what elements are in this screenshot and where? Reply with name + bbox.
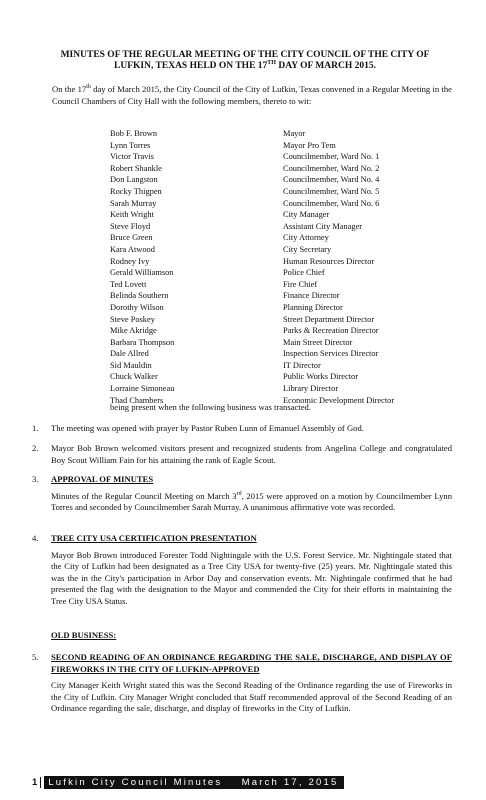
intro-paragraph: On the 17th day of March 2015, the City Council of the City of Lufkin, Texas convened in a Regular Meeting in the Council Chambers of City Hall with the following members, thereto to wit:	[52, 84, 452, 106]
roster-row	[110, 186, 440, 198]
member-role: Finance Director	[283, 291, 340, 301]
page-footer	[32, 775, 344, 790]
roster-row	[110, 256, 440, 268]
roster-row	[110, 302, 440, 314]
member-role: Parks & Recreation Director	[283, 326, 379, 336]
member-role: Fire Chief	[283, 279, 318, 289]
member-role: Police Chief	[283, 268, 325, 278]
member-role: Inspection Services Director	[283, 349, 379, 359]
member-name: Lorraine Simoneau	[110, 384, 175, 394]
roster-row	[110, 209, 440, 221]
roster-row	[110, 314, 440, 326]
section-heading: SECOND READING OF AN ORDINANCE REGARDING THE SALE, DISCHARGE, AND DISPLAY OF FIREWORKS IN THE CITY OF LUFKIN-APPROVED	[51, 652, 452, 674]
roster-row	[110, 383, 440, 395]
roster-row	[110, 140, 440, 152]
agenda-item-3-approval-of-minutes	[32, 474, 452, 514]
old-business-heading: OLD BUSINESS:	[51, 630, 117, 640]
member-name: Steve Floyd	[110, 221, 151, 231]
member-role: Main Street Director	[283, 337, 353, 347]
roster-row	[110, 337, 440, 349]
member-name: Ted Lovett	[110, 279, 147, 289]
member-role: Councilmember, Ward No. 1	[283, 152, 380, 162]
member-role: Mayor	[283, 129, 306, 138]
agenda-item-5-fireworks	[32, 652, 452, 715]
member-role: Street Department Director	[283, 314, 375, 324]
member-role: IT Director	[283, 360, 321, 370]
title-line-1: MINUTES OF THE REGULAR MEETING OF THE CITY COUNCIL OF THE CITY OF	[60, 50, 430, 60]
member-role: Planning Director	[283, 302, 343, 312]
member-name: Dale Allred	[110, 349, 149, 359]
member-role: Human Resources Director	[283, 256, 375, 266]
minutes-title	[40, 50, 450, 72]
member-name: Bruce Green	[110, 233, 153, 243]
page-number: 1	[32, 777, 41, 788]
item-number: 3.	[32, 474, 39, 484]
item-number: 1.	[32, 423, 39, 433]
agenda-item-4-tree-city	[32, 533, 452, 608]
member-role: City Attorney	[283, 233, 329, 243]
title-line-2: LUFKIN, TEXAS HELD ON THE 17TH DAY OF MARCH 2015.	[114, 59, 376, 71]
roster-row	[110, 163, 440, 175]
member-role: Public Works Director	[283, 372, 358, 382]
member-role: Councilmember, Ward No. 4	[283, 175, 380, 185]
item-number: 4.	[32, 533, 39, 543]
present-statement: being present when the following business was transacted.	[110, 402, 311, 412]
member-name: Rodney Ivy	[110, 256, 150, 266]
roster-row	[110, 232, 440, 244]
roster-row	[110, 348, 440, 360]
member-name: Steve Poskey	[110, 314, 155, 324]
roster-row	[110, 290, 440, 302]
roster-row	[110, 279, 440, 291]
section-heading: APPROVAL OF MINUTES	[51, 474, 154, 484]
attendance-roster	[110, 128, 440, 406]
member-name: Thad Chambers	[110, 395, 164, 405]
roster-row	[110, 151, 440, 163]
member-name: Sarah Murray	[110, 198, 157, 208]
agenda-item-1	[32, 423, 452, 435]
roster-row	[110, 221, 440, 233]
member-name: Kara Atwood	[110, 244, 155, 254]
member-name: Robert Shankle	[110, 163, 162, 173]
member-role: Economic Development Director	[283, 395, 395, 405]
member-name: Chuck Walker	[110, 372, 158, 382]
section-body: Mayor Bob Brown introduced Forester Todd Nightingale with the U.S. Forest Service. Mr. Nightingale stated that the City of Lufkin had been designated as a Tree City USA for twenty-five (25) years. Mr. Nightingale stated this was the in the City's participation in Arbor Day and conservation events. Mr. Nightingale confirmed that he had presented the flag with the designation to the Mayor and commended the City for their efforts in maintaining the Tree City USA Status.	[51, 549, 452, 606]
member-role: Councilmember, Ward No. 6	[283, 198, 380, 208]
member-name: Bob F. Brown	[110, 129, 158, 138]
member-name: Barbara Thompson	[110, 337, 175, 347]
member-name: Dorothy Wilson	[110, 302, 164, 312]
item-text: The meeting was opened with prayer by Pastor Ruben Lunn of Emanuel Assembly of God.	[51, 423, 364, 433]
roster-row	[110, 325, 440, 337]
member-role: Assistant City Manager	[283, 221, 363, 231]
member-role: Councilmember, Ward No. 5	[283, 186, 380, 196]
section-body: City Manager Keith Wright stated this was the Second Reading of the Ordinance regarding the use of Fireworks in the City of Lufkin. City Manager Wright concluded that Staff recommended approval of the Second Reading of an Ordinance regarding the sale, discharge, and display of fireworks in the City of Lufkin.	[51, 680, 452, 714]
roster-row	[110, 244, 440, 256]
member-name: Sid Mauldin	[110, 360, 152, 370]
roster-row	[110, 371, 440, 383]
member-role: Library Director	[283, 384, 339, 394]
member-name: Belinda Southern	[110, 291, 169, 301]
member-name: Lynn Torres	[110, 140, 151, 150]
member-role: City Secretary	[283, 244, 332, 254]
member-name: Mike Akridge	[110, 326, 157, 336]
roster-row	[110, 174, 440, 186]
member-role: Mayor Pro Tem	[283, 140, 336, 150]
member-name: Victor Travis	[110, 152, 154, 162]
member-role: Councilmember, Ward No. 2	[283, 163, 380, 173]
footer-label: Lufkin City Council Minutes March 17, 2015	[44, 776, 344, 789]
roster-row	[110, 128, 440, 140]
member-name: Gerald Williamson	[110, 268, 174, 278]
section-body: Minutes of the Regular Council Meeting on March 3rd, 2015 were approved on a motion by Councilmember Lynn Torres and seconded by Councilmember Sarah Murray. A unanimous affirmative vote was recorded.	[51, 490, 453, 513]
agenda-item-2	[32, 443, 452, 466]
item-number: 5.	[32, 652, 39, 662]
old-business-section	[32, 630, 452, 642]
section-heading: TREE CITY USA CERTIFICATION PRESENTATION	[51, 533, 257, 543]
roster-row	[110, 198, 440, 210]
member-name: Don Langston	[110, 175, 158, 185]
item-text: Mayor Bob Brown welcomed visitors present and recognized students from Angelina College and congratulated Boy Scout William Fain for his attaining the rank of Eagle Scout.	[51, 443, 452, 465]
roster-row	[110, 267, 440, 279]
member-role: City Manager	[283, 210, 330, 220]
roster-row	[110, 360, 440, 372]
item-number: 2.	[32, 443, 39, 453]
member-name: Rocky Thigpen	[110, 186, 162, 196]
member-name: Keith Wright	[110, 210, 154, 220]
